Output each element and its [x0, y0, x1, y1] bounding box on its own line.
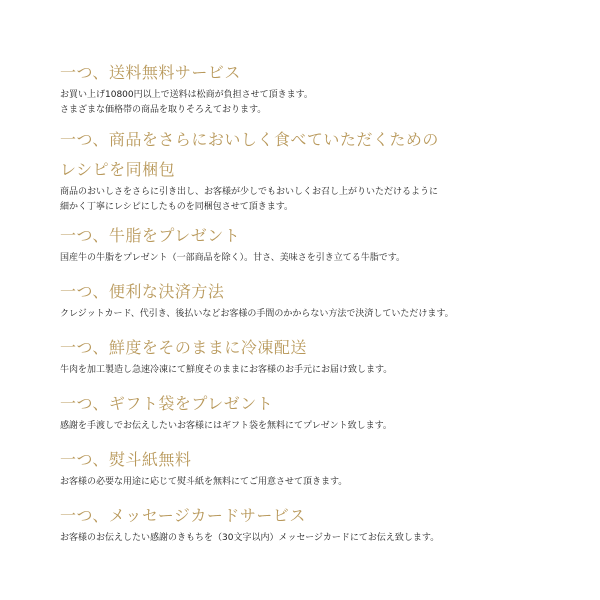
section-beef-fat-gift — [60, 223, 560, 266]
section-text-line: お客様の必要な用途に応じて熨斗紙を無料にてご用意させて頂きます。 — [60, 477, 348, 487]
section-payment-methods — [60, 279, 560, 322]
section-text-line: クレジットカード、代引き、後払いなどお客様の手間のかからない方法で決済していただけます。 — [60, 309, 454, 319]
section-message-card — [60, 503, 560, 546]
section-heading: 一つ、ギフト袋をプレゼント — [60, 394, 274, 413]
section-text-line: 牛肉を加工製造し急速冷凍にて鮮度そのままにお客様のお手元にお届け致します。 — [60, 365, 393, 375]
section-heading: 一つ、送料無料サービス — [60, 63, 241, 82]
section-heading: 一つ、便利な決済方法 — [60, 282, 225, 301]
section-text-line: 感謝を手渡しでお伝えしたいお客様にはギフト袋を無料にてプレゼント致します。 — [60, 421, 392, 431]
section-heading: 一つ、メッセージカードサービス — [60, 506, 306, 525]
section-recipe-included — [60, 127, 560, 215]
section-text-line: 細かく丁寧にレシピにしたものを同梱包させて頂きます。 — [60, 202, 294, 212]
section-text-line: さまざまな価格帯の商品を取りそろえております。 — [60, 105, 267, 115]
section-gift-bag — [60, 391, 560, 434]
section-text-line: 商品のおいしさをさらに引き出し、お客様が少しでもおいしくお召し上がりいただけるように — [60, 187, 439, 197]
section-heading: 一つ、商品をさらにおいしく食べていただくための — [60, 130, 439, 149]
section-heading: 一つ、鮮度をそのままに冷凍配送 — [60, 338, 307, 357]
section-noshi-paper — [60, 447, 560, 490]
section-frozen-delivery — [60, 335, 560, 378]
section-heading: 一つ、牛脂をプレゼント — [60, 226, 241, 245]
section-heading: レシピを同梱包 — [60, 160, 176, 179]
section-text-line: 国産牛の牛脂をプレゼント（一部商品を除く）。甘さ、美味さを引き立てる牛脂です。 — [60, 253, 406, 263]
section-text-line: お買い上げ10800円以上で送料は松商が負担させて頂きます。 — [60, 90, 313, 100]
section-free-shipping — [60, 60, 560, 118]
section-heading: 一つ、熨斗紙無料 — [60, 450, 192, 469]
section-text-line: お客様のお伝えしたい感謝のきもちを（30文字以内）メッセージカードにてお伝え致します。 — [60, 533, 440, 543]
